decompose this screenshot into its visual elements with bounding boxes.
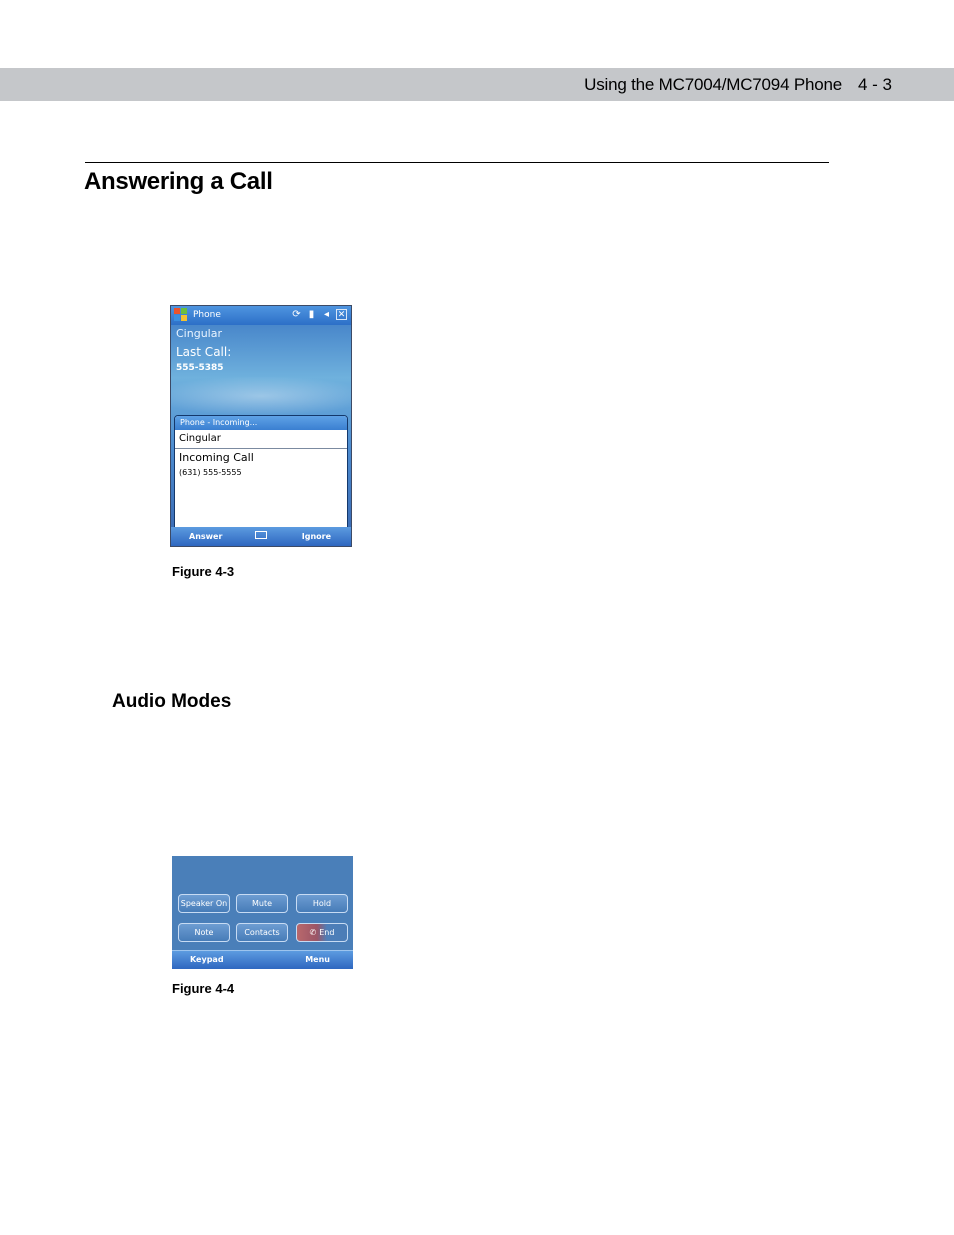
keyboard-icon[interactable] bbox=[255, 531, 267, 539]
softkey-bar bbox=[172, 950, 353, 969]
incoming-number: (631) 555-5555 bbox=[179, 468, 242, 477]
last-call-number: 555-5385 bbox=[176, 363, 224, 373]
keypad-softkey[interactable]: Keypad bbox=[190, 955, 224, 964]
close-icon[interactable]: ✕ bbox=[337, 310, 346, 320]
carrier-name: Cingular bbox=[176, 327, 222, 340]
incoming-call-label: Incoming Call bbox=[179, 451, 254, 464]
incoming-call-screenshot bbox=[170, 305, 352, 547]
titlebar-title: Phone bbox=[193, 310, 221, 320]
titlebar-icons bbox=[291, 309, 347, 320]
last-call-label: Last Call: bbox=[176, 345, 232, 359]
dialog-carrier: Cingular bbox=[175, 430, 347, 449]
end-button-label: End bbox=[319, 928, 335, 937]
section-rule bbox=[85, 162, 829, 163]
contacts-button[interactable]: Contacts bbox=[236, 923, 288, 942]
end-button[interactable] bbox=[296, 923, 348, 942]
page-number: 4 - 3 bbox=[857, 75, 892, 94]
section-heading: Answering a Call bbox=[84, 168, 273, 195]
titlebar bbox=[171, 306, 351, 325]
running-header bbox=[0, 68, 954, 101]
start-logo-icon[interactable] bbox=[174, 308, 188, 322]
menu-softkey[interactable]: Menu bbox=[305, 955, 330, 964]
phone-hangup-icon: ✆ bbox=[309, 928, 317, 937]
volume-icon[interactable]: ◂ bbox=[323, 309, 330, 320]
answer-softkey[interactable]: Answer bbox=[189, 532, 223, 541]
header-title: Using the MC7004/MC7094 Phone bbox=[584, 75, 842, 94]
speaker-on-button[interactable]: Speaker On bbox=[178, 894, 230, 913]
subsection-heading: Audio Modes bbox=[112, 691, 232, 712]
sync-icon[interactable]: ⟳ bbox=[292, 309, 301, 320]
hold-button[interactable]: Hold bbox=[296, 894, 348, 913]
audio-modes-screenshot bbox=[172, 856, 353, 969]
figure-caption: Figure 4-3 bbox=[172, 564, 235, 579]
incoming-dialog bbox=[174, 415, 348, 529]
figure-caption: Figure 4-4 bbox=[172, 981, 235, 996]
mute-button[interactable]: Mute bbox=[236, 894, 288, 913]
ignore-softkey[interactable]: Ignore bbox=[301, 532, 331, 541]
background-wave bbox=[170, 376, 352, 416]
softkey-bar bbox=[171, 527, 351, 546]
dialog-title: Phone - Incoming... bbox=[175, 416, 347, 430]
signal-icon[interactable]: ▮ bbox=[308, 309, 315, 320]
note-button[interactable]: Note bbox=[178, 923, 230, 942]
